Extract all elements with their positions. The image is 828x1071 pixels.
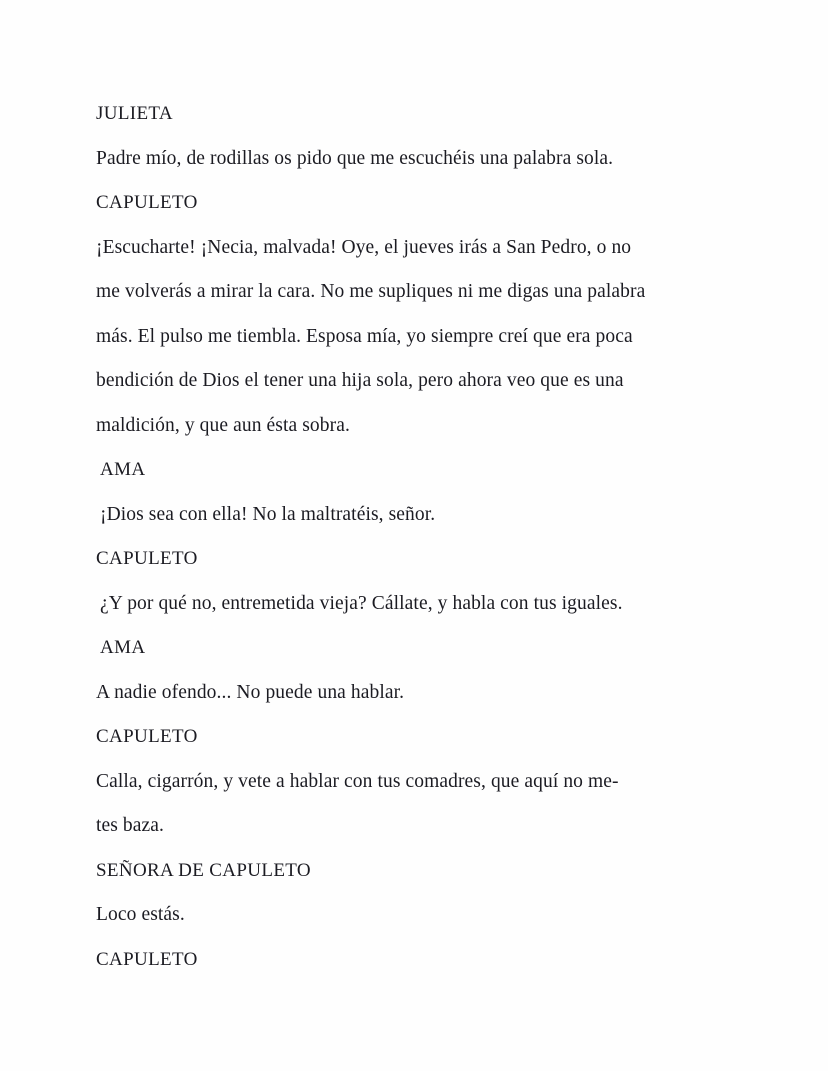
dialogue-line: ¡Escucharte! ¡Necia, malvada! Oye, el jueves irás a San Pedro, o no: [96, 236, 632, 258]
dialogue-line: Calla, cigarrón, y vete a hablar con tus comadres, que aquí no me-: [96, 770, 619, 792]
speaker-name-line: CAPULETO: [96, 192, 198, 213]
dialogue-line: más. El pulso me tiembla. Esposa mía, yo siempre creí que era poca: [96, 325, 633, 347]
dialogue-line: tes baza.: [96, 815, 165, 836]
speaker-name-line: CAPULETO: [96, 948, 198, 970]
play-script-text-column: [96, 92, 696, 982]
speaker-name-line: JULIETA: [96, 103, 173, 124]
dialogue-line: ¿Y por qué no, entremetida vieja? Cállate, y habla con tus iguales.: [100, 592, 623, 614]
dialogue-line: Padre mío, de rodillas os pido que me escuchéis una palabra sola.: [96, 147, 614, 169]
speaker-name-line: AMA: [100, 459, 146, 480]
dialogue-line: me volverás a mirar la cara. No me supliques ni me digas una palabra: [96, 281, 646, 302]
speaker-name-line: CAPULETO: [96, 548, 198, 569]
speaker-name-line: AMA: [100, 637, 146, 658]
speaker-name-line: CAPULETO: [96, 726, 198, 747]
dialogue-line: A nadie ofendo... No puede una hablar.: [96, 681, 405, 703]
dialogue-line: maldición, y que aun ésta sobra.: [96, 414, 350, 436]
dialogue-line: bendición de Dios el tener una hija sola, pero ahora veo que es una: [96, 370, 624, 391]
dialogue-line: Loco estás.: [96, 904, 185, 925]
speaker-name-line: SEÑORA DE CAPULETO: [96, 859, 311, 881]
dialogue-line: ¡Dios sea con ella! No la maltratéis, señor.: [100, 503, 436, 525]
